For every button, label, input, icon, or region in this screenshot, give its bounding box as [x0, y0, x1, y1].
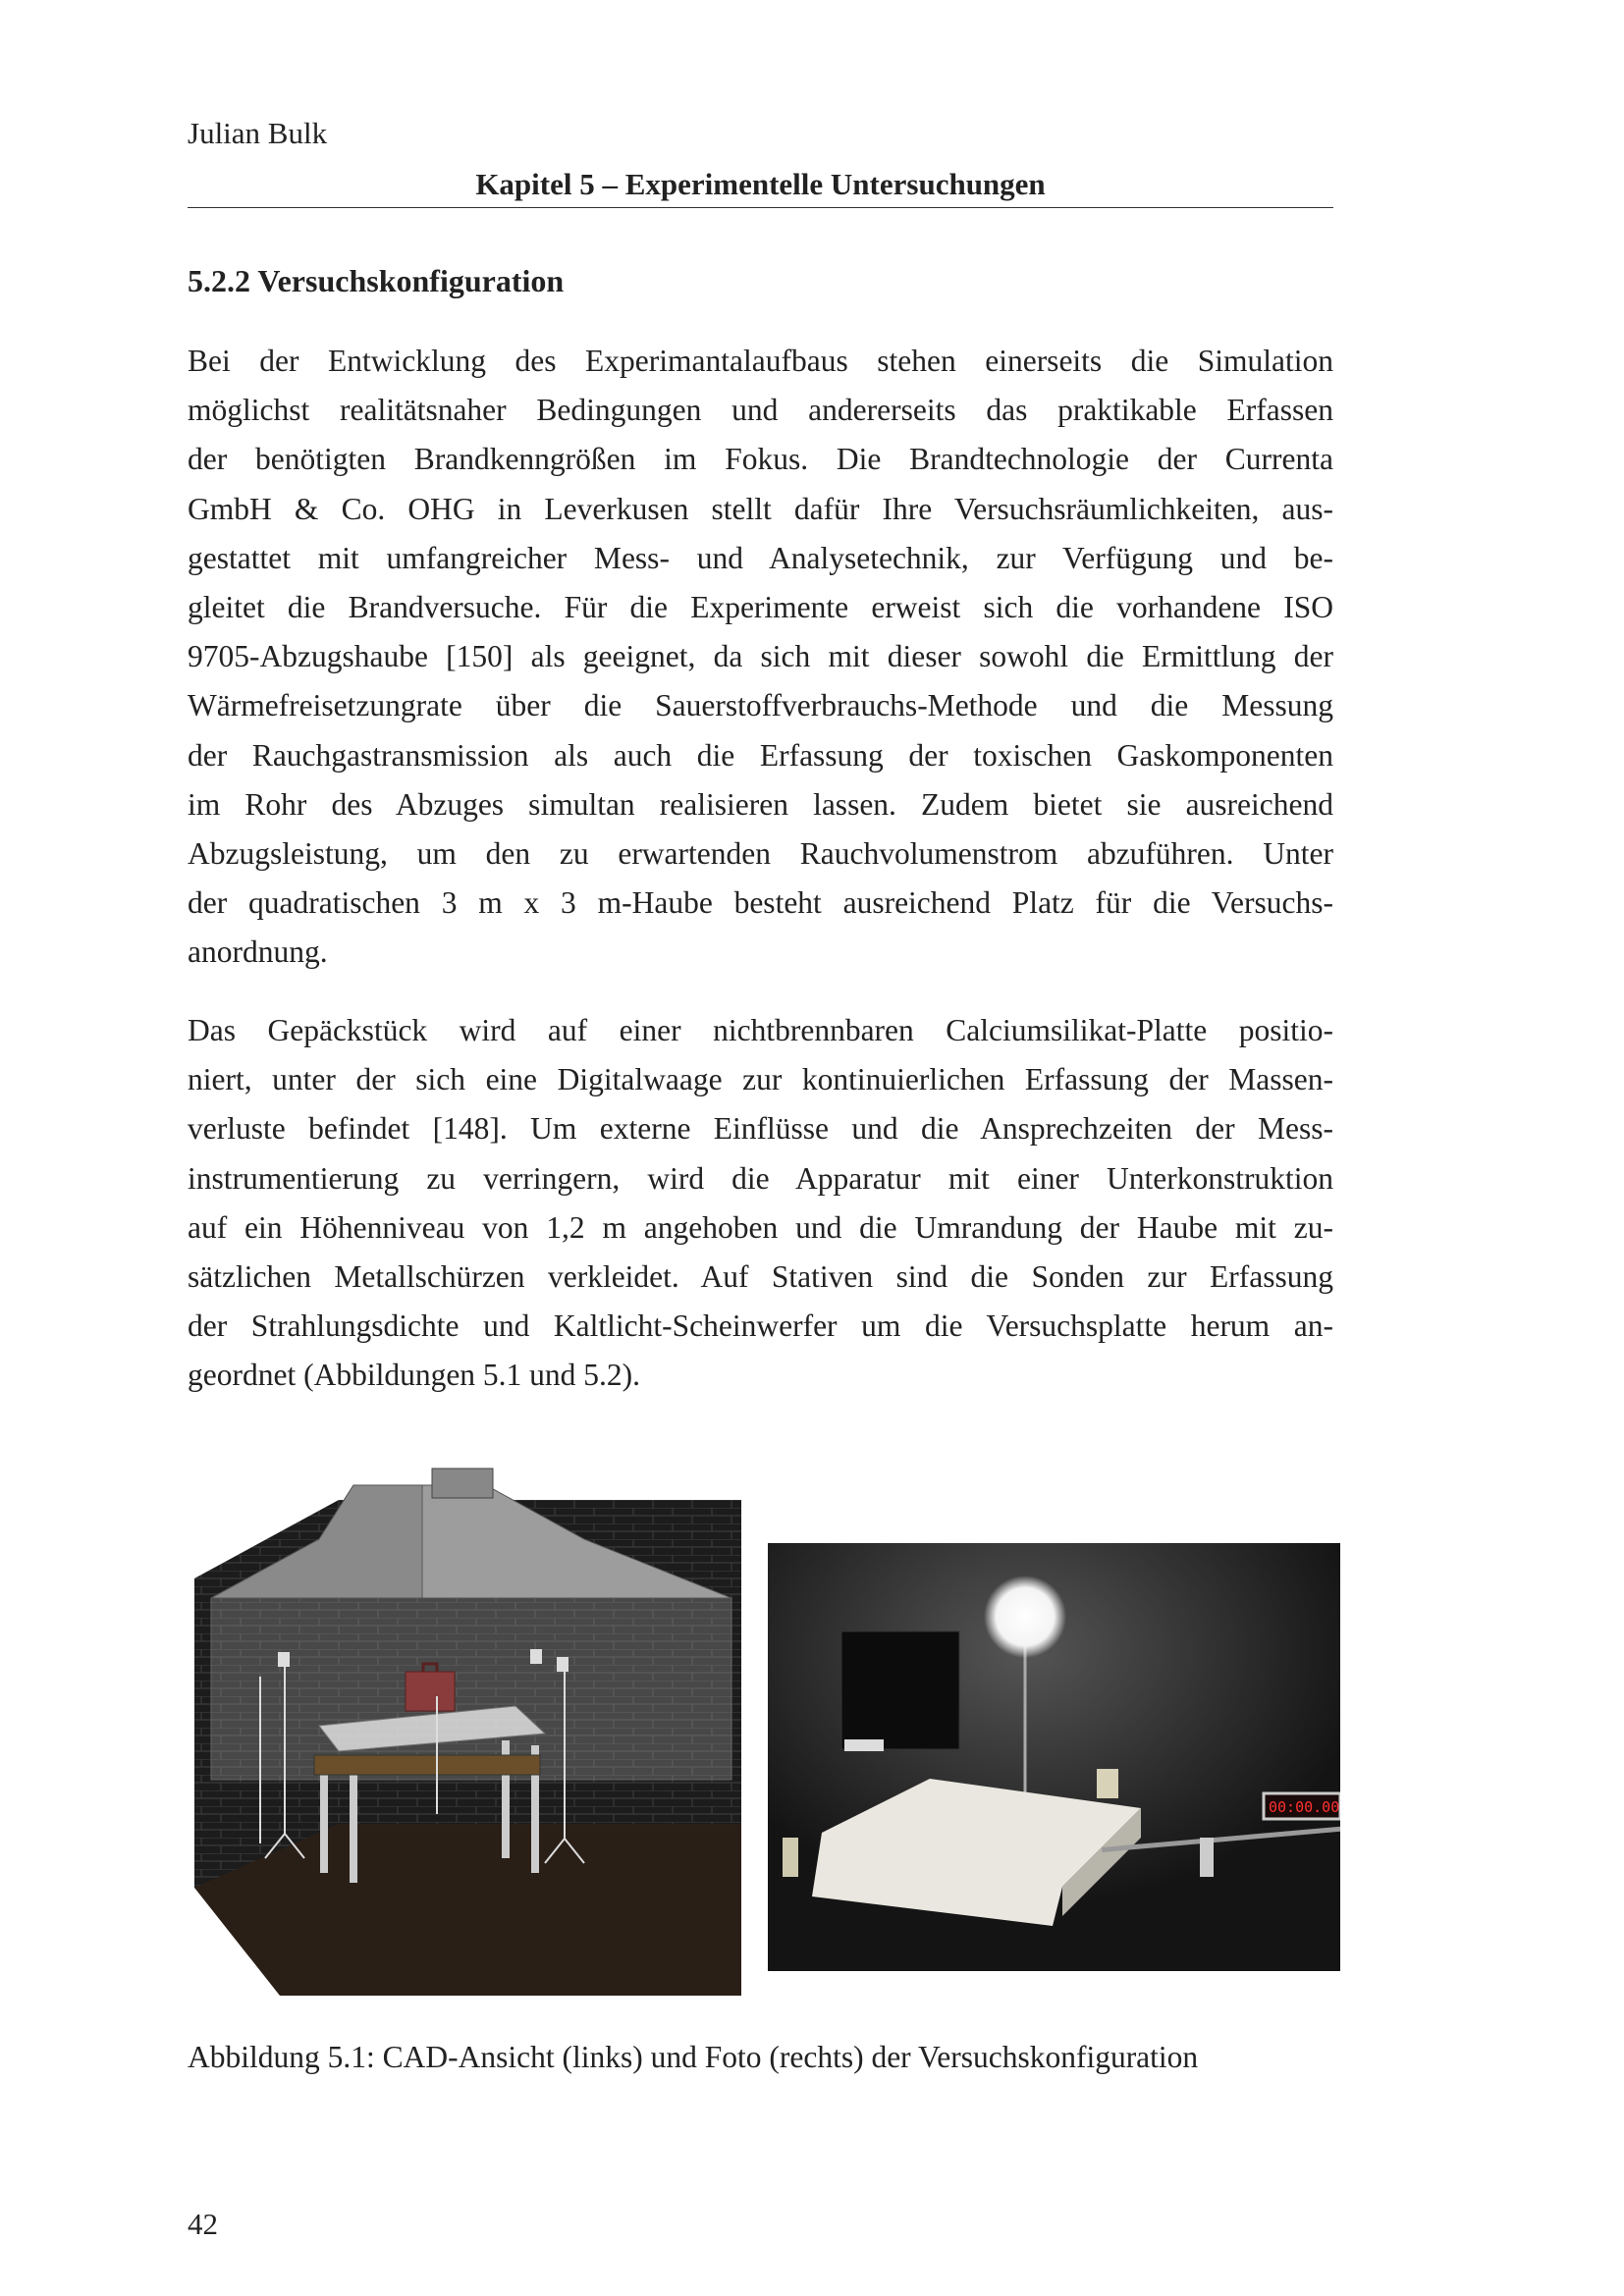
running-header-chapter: Kapitel 5 – Experimentelle Untersuchungen: [475, 167, 1046, 201]
cad-hood-glass: [211, 1598, 731, 1780]
photo-window: [841, 1631, 959, 1749]
cad-suitcase: [406, 1672, 455, 1711]
text-line: auf ein Höhenniveau von 1,2 m angehoben und die Umrandung der Haube mit zu-: [188, 1209, 1333, 1245]
text-line: Abzugsleistung, um den zu erwartenden Rauchvolumenstrom abzuführen. Unter: [188, 835, 1333, 871]
text-line: Wärmefreisetzungrate über die Sauerstoffverbrauchs-Methode und die Messung: [188, 688, 1333, 723]
header-rule: [188, 207, 1333, 208]
text-line: gleitet die Brandversuche. Für die Experimente erweist sich die vorhandene ISO: [188, 589, 1333, 624]
cad-chimney: [432, 1468, 493, 1498]
text-line: verluste befindet [148]. Um externe Einflüsse und die Ansprechzeiten der Mess-: [188, 1111, 1333, 1147]
text-line: instrumentierung zu verringern, wird die Apparatur mit einer Unterkonstruktion: [188, 1160, 1333, 1196]
text-line: der benötigten Brandkenngrößen im Fokus. Die Brandtechnologie der Currenta: [188, 442, 1333, 477]
photo-lamp: [984, 1575, 1066, 1658]
text-line: niert, unter der sich eine Digitalwaage zur kontinuierlichen Erfassung der Massen-: [188, 1062, 1333, 1097]
paragraph-2: [188, 1006, 1333, 1401]
section-heading: 5.2.2 Versuchskonfiguration: [188, 263, 565, 298]
text-line: im Rohr des Abzuges simultan realisieren lassen. Zudem bietet sie ausreichend: [188, 786, 1333, 822]
text-line: der Rauchgastransmission als auch die Erfassung der toxischen Gaskomponenten: [188, 737, 1333, 773]
running-header-author: Julian Bulk: [188, 116, 328, 150]
text-line: möglichst realitätsnaher Bedingungen und andererseits das praktikable Erfassen: [188, 393, 1333, 428]
photo-display-readout: 00:00.00: [1269, 1798, 1340, 1816]
figure-photo: [768, 1543, 1340, 1971]
text-line: geordnet (Abbildungen 5.1 und 5.2).: [188, 1358, 641, 1393]
text-line: der Strahlungsdichte und Kaltlicht-Scheinwerfer um die Versuchsplatte herum an-: [188, 1308, 1333, 1344]
text-line: sätzlichen Metallschürzen verkleidet. Auf Stativen sind die Sonden zur Erfassung: [188, 1258, 1333, 1294]
paragraph-1: [188, 337, 1333, 977]
text-line: Das Gepäckstück wird auf einer nichtbrennbaren Calciumsilikat-Platte positio-: [188, 1013, 1333, 1047]
text-line: 9705-Abzugshaube [150] als geeignet, da sich mit dieser sowohl die Ermittlung der: [188, 639, 1333, 674]
text-line: GmbH & Co. OHG in Leverkusen stellt dafür Ihre Versuchsräumlichkeiten, aus-: [188, 491, 1333, 526]
figure-caption: Abbildung 5.1: CAD-Ansicht (links) und Foto (rechts) der Versuchskonfiguration: [188, 2040, 1199, 2074]
text-line: anordnung.: [188, 934, 328, 970]
figure-cad-view: [191, 1461, 741, 1996]
page-number: 42: [188, 2207, 218, 2241]
text-line: Bei der Entwicklung des Experimantalaufbaus stehen einerseits die Simulation: [188, 344, 1333, 378]
text-line: der quadratischen 3 m x 3 m-Haube besteht ausreichend Platz für die Versuchs-: [188, 885, 1333, 921]
text-line: gestattet mit umfangreicher Mess- und Analysetechnik, zur Verfügung und be-: [188, 540, 1333, 575]
